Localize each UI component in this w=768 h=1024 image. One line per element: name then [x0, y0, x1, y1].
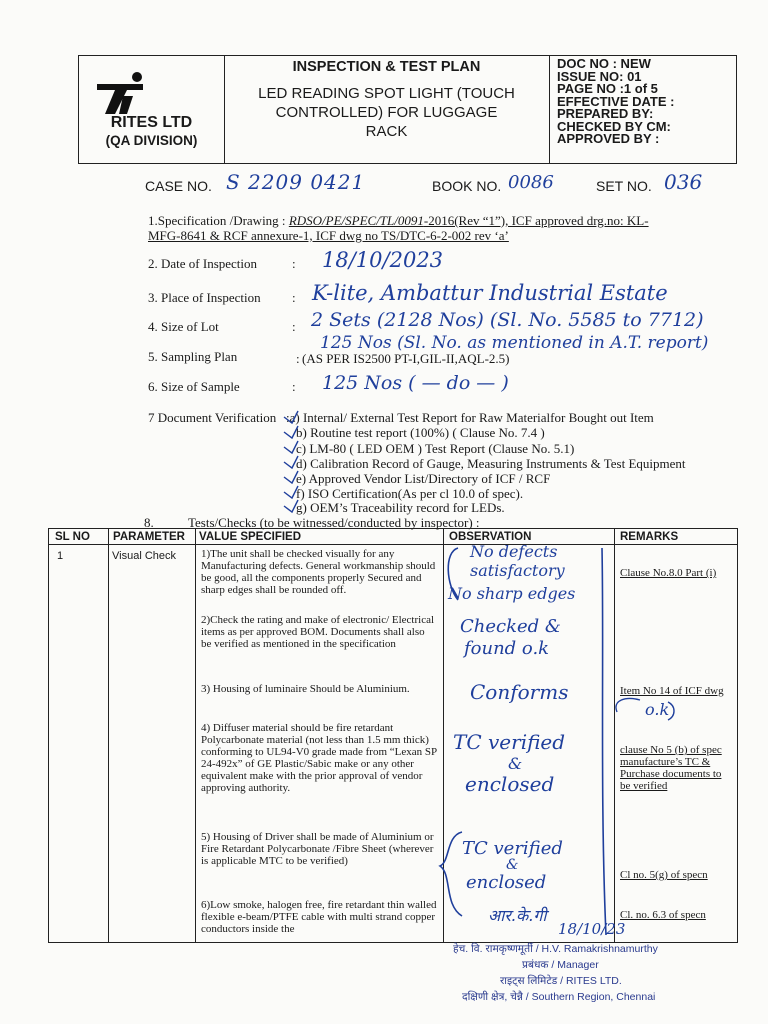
case-label: CASE NO. — [145, 178, 212, 194]
value-spec-1: 1)The unit shall be checked visually for any Manufacturing defects. General workmanship should be good, all the components properly Secured and sharp edges shall be rounded off. — [201, 548, 436, 596]
plan-title: INSPECTION & TEST PLAN — [292, 59, 481, 75]
value-spec-4: 4) Diffuser material should be fire retardant Polycarbonate material (not less than 1.5 mm thick) conforming to UL94-V0 grade made from “Lexan SP 24-492x” of GE Plastic/Sabic make or any other equivalent make with the prior approval of vendor approving authority. — [201, 722, 437, 794]
date-value: 18/10/2023 — [322, 248, 444, 272]
org-name: RITES LTD — [110, 114, 193, 131]
lot-colon: : — [292, 319, 296, 334]
header-remarks: REMARKS — [620, 531, 679, 543]
date-label: 2. Date of Inspection — [148, 256, 258, 271]
case-number: S 2209 0421 — [226, 170, 366, 194]
org-division: (QA DIVISION) — [105, 133, 198, 148]
place-colon: : — [292, 290, 296, 305]
obs-1b: satisfactory — [470, 561, 565, 580]
book-label: BOOK NO. — [432, 178, 502, 194]
sample-value: 125 Nos ( — do — ) — [322, 372, 509, 394]
tests-heading: Tests/Checks (to be witnessed/conducted by inspector) : — [188, 515, 480, 530]
doc-item-d: d) Calibration Record of Gauge, Measuring Instruments & Test Equipment — [296, 456, 686, 471]
prepared-by: PREPARED BY: — [557, 106, 654, 121]
obs-1c: No sharp edges — [448, 584, 576, 603]
remark-6: Cl. no. 6.3 of specn — [620, 909, 706, 921]
sampling-value: (AS PER IS2500 PT-I,GIL-II,AQL-2.5) — [302, 351, 510, 366]
tests-heading-number: 8. — [144, 515, 154, 530]
effective-date: EFFECTIVE DATE : — [557, 93, 675, 109]
stamp-name: हेच. वि. रामकृष्णमूर्ती / H.V. Ramakrishnamurthy — [453, 943, 658, 955]
obs-1a: No defects — [470, 542, 558, 561]
header-observation: OBSERVATION — [449, 531, 532, 543]
remark-3: Item No 14 of ICF dwg — [620, 685, 724, 697]
lot-label: 4. Size of Lot — [148, 319, 219, 334]
doc-item-a: :a) Internal/ External Test Report for Raw Materialfor Bought out Item — [286, 410, 654, 425]
approved-by: APPROVED BY : — [557, 131, 660, 146]
value-spec-5: 5) Housing of Driver shall be made of Aluminium or Fire Retardant Polycarbonate /Fibre Sheet (wherever is applicable MTC to be verified) — [201, 831, 434, 867]
header-sl-no: SL NO — [55, 531, 90, 543]
row-sl-no: 1 — [57, 550, 64, 562]
value-spec-2: 2)Check the rating and make of electronic/ Electrical items as per approved BOM. Documents shall also be verified as mentioned in the specification — [201, 614, 435, 650]
issue-no: ISSUE NO: 01 — [557, 68, 642, 84]
signature: आर.के.गी — [488, 906, 547, 925]
signature-date: 18/10/23 — [558, 920, 626, 938]
doc-item-g: g) OEM’s Traceability record for LEDs. — [296, 500, 505, 515]
doc-item-c: c) LM-80 ( LED OEM ) Test Report (Clause No. 5.1) — [296, 441, 575, 456]
remark-4: clause No 5 (b) of spec manufacture’s TC & Purchase documents to be verified — [620, 744, 722, 792]
remark-1: Clause No.8.0 Part (i) — [620, 567, 717, 579]
product-title-line2: CONTROLLED) FOR LUGGAGE — [275, 104, 498, 121]
doc-no: DOC NO : NEW — [557, 56, 651, 71]
obs-4c: enclosed — [465, 772, 555, 796]
doc-item-e: e) Approved Vendor List/Directory of ICF / RCF — [296, 471, 551, 486]
remark-5: Cl no. 5(g) of specn — [620, 869, 708, 881]
header-value-specified: VALUE SPECIFIED — [199, 531, 302, 543]
row-parameter: Visual Check — [112, 550, 176, 562]
doc-item-b: b) Routine test report (100%) ( Clause No. 7.4 ) — [296, 425, 545, 440]
obs-4b: & — [508, 754, 523, 773]
sampling-note: 125 Nos (Sl. No. as mentioned in A.T. report) — [320, 333, 709, 353]
obs-2b: found o.k — [464, 638, 550, 659]
lot-value: 2 Sets (2128 Nos) (Sl. No. 5585 to 7712) — [311, 309, 704, 331]
stamp-designation: प्रबंधक / Manager — [522, 959, 599, 971]
obs-5a: TC verified — [462, 838, 563, 859]
obs-3: Conforms — [470, 680, 569, 704]
value-spec-6: 6)Low smoke, halogen free, fire retardant thin walled flexible e-beam/PTFE cable with multi strand copper conductors inside the — [201, 899, 437, 935]
value-spec-3: 3) Housing of luminaire Should be Aluminium. — [201, 683, 410, 695]
sampling-label: 5. Sampling Plan — [148, 349, 238, 364]
checked-by: CHECKED BY CM: — [557, 118, 671, 134]
spec-line1: 1.Specification /Drawing : RDSO/PE/SPEC/TL/0091-2016(Rev “1”), ICF approved drg.no: KL- — [148, 213, 649, 228]
page-no: PAGE NO :1 of 5 — [557, 81, 658, 96]
set-number: 036 — [664, 170, 703, 194]
spec-line2: MFG-8641 & RCF annexure-1, ICF dwg no TS/DTC-6-2-002 rev ‘a’ — [148, 228, 509, 243]
obs-4a: TC verified — [453, 730, 566, 754]
obs-5c: enclosed — [466, 872, 547, 893]
obs-2a: Checked & — [460, 616, 561, 637]
date-colon: : — [292, 256, 296, 271]
product-title-line3: RACK — [365, 123, 408, 140]
sample-label: 6. Size of Sample — [148, 379, 240, 394]
doc-verification-heading: 7 Document Verification — [148, 410, 277, 425]
place-label: 3. Place of Inspection — [148, 290, 261, 305]
place-value: K-lite, Ambattur Industrial Estate — [312, 281, 668, 305]
obs-5b: & — [506, 857, 519, 873]
header-parameter: PARAMETER — [113, 531, 185, 543]
remark-3-ok: o.k — [645, 700, 670, 719]
book-number: 0086 — [508, 172, 554, 193]
stamp-region: दक्षिणी क्षेत्र, चेन्नै / Southern Region, Chennai — [462, 991, 656, 1003]
stamp-company: राइट्स लिमिटेड / RITES LTD. — [500, 975, 622, 987]
sample-colon: : — [292, 379, 296, 394]
set-label: SET NO. — [596, 178, 652, 194]
doc-item-f: f) ISO Certification(As per cl 10.0 of spec). — [296, 486, 524, 501]
sampling-colon: : — [296, 351, 300, 366]
product-title-line1: LED READING SPOT LIGHT (TOUCH — [258, 85, 515, 102]
